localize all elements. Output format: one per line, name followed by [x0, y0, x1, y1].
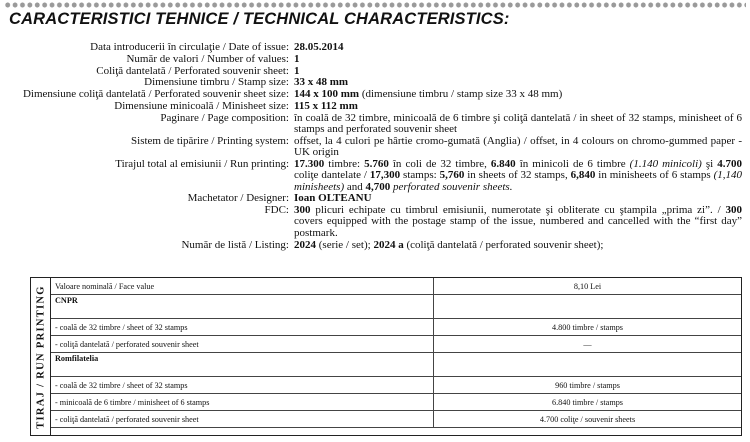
text: timbre: [324, 157, 365, 170]
table-row [51, 353, 741, 377]
spec-value: 144 x 100 mm [294, 88, 360, 101]
spec-issue-date [0, 42, 750, 53]
text: coliţe dantelate / [294, 169, 370, 182]
fdc-count-ro: 300 [294, 204, 311, 217]
table-row [51, 278, 741, 295]
run-souvenir-ro: 4.700 [717, 157, 742, 170]
dotted-divider [4, 1, 746, 9]
spec-value: 1 [294, 52, 300, 65]
run-total-ro: 17.300 [294, 157, 325, 170]
section-cell-empty [434, 353, 742, 377]
spec-label: Număr de valori / Number of values: [126, 52, 289, 65]
specs-list [0, 42, 750, 251]
spec-sheet-size [0, 89, 750, 100]
page-title: CARACTERISTICI TEHNICE / TECHNICAL CHARACTERISTICS: [9, 10, 510, 28]
spec-label: Coliţă dantelată / Perforated souvenir sheet: [96, 64, 289, 77]
spec-label: FDC: [264, 204, 289, 217]
run-minisheets-count-ro: (1.140 minicoli) [629, 157, 702, 170]
listing-set: 2024 [294, 238, 316, 251]
text: stamps: [400, 169, 440, 182]
row-value: 960 timbre / stamps [434, 377, 742, 394]
run-total-en: 17,300 [369, 169, 401, 182]
side-label-column [31, 278, 51, 435]
spec-value [294, 159, 742, 193]
spec-stamp-size [0, 77, 750, 88]
row-value: 4.700 coliţe / souvenir sheets [434, 411, 742, 428]
table-row [51, 295, 741, 319]
spec-value: 28.05.2014 [294, 41, 344, 53]
row-value: — [434, 336, 742, 353]
table-row [51, 394, 741, 411]
text: (coliţă dantelată / perforated souvenir sheet); [403, 238, 604, 251]
run-sheets-ro: 5.760 [364, 157, 389, 170]
spec-value: în coală de 32 timbre, minicoală de 6 timbre şi coliţă dantelată / in sheet of 32 stamps, minisheet of 6 stamps and perforated souvenir sheet [294, 111, 742, 136]
table-row [51, 336, 741, 353]
spec-label: Dimensiune timbru / Stamp size: [144, 76, 289, 89]
spec-fdc [0, 205, 750, 239]
face-value: 8,10 Lei [434, 278, 742, 295]
table-row [51, 411, 741, 428]
side-label: TIRAJ / RUN PRINTING [35, 284, 46, 429]
spec-value: 1 [294, 64, 300, 77]
spec-listing [0, 240, 750, 251]
spec-value [294, 205, 742, 239]
spec-label: Machetator / Designer: [187, 192, 289, 205]
row-value: 6.840 timbre / stamps [434, 394, 742, 411]
spec-value: offset, la 4 culori pe hârtie cromo-gumată (Anglia) / offset, in 4 colours on chromo-gummed paper - UK origin [294, 134, 742, 159]
section-cell [51, 295, 434, 319]
run-souvenir-en: 4,700 [365, 180, 391, 193]
run-minisheets-count-en: (1,140 minisheets) [294, 169, 742, 193]
text: plicuri echipate cu timbrul emisiunii, numerotate şi obliterate cu ştampila „prima zi”. / [310, 204, 721, 217]
spec-value [294, 240, 742, 251]
spec-label: Număr de listă / Listing: [181, 238, 289, 251]
section-title-cnpr: CNPR [55, 296, 78, 305]
text: in minisheets of 6 stamps [595, 169, 714, 182]
text: perforated souvenir sheets. [390, 180, 513, 193]
section-title-romfilatelia: Romfilatelia [55, 354, 99, 363]
run-printing-table-box [30, 277, 742, 436]
spec-label: Paginare / Page composition: [160, 111, 289, 124]
run-minisheets-en: 6,840 [570, 169, 596, 182]
text: în minicoli de 6 timbre [515, 157, 630, 170]
run-printing-table [51, 278, 741, 428]
text: and [344, 180, 366, 193]
section-cell-empty [434, 295, 742, 319]
spec-run-printing [0, 159, 750, 193]
spec-souvenir-sheet [0, 66, 750, 77]
spec-printing-system [0, 136, 750, 159]
spec-value: Ioan OLTEANU [294, 192, 372, 205]
spec-value: 115 x 112 mm [294, 99, 358, 112]
spec-value: 33 x 48 mm [294, 76, 349, 89]
row-value: 4.800 timbre / stamps [434, 319, 742, 336]
fdc-count-en: 300 [725, 204, 742, 217]
spec-label: Tirajul total al emisiunii / Run printing: [115, 157, 289, 170]
spec-note: (dimensiune timbru / stamp size 33 x 48 mm) [359, 88, 563, 101]
row-label: - coliţă dantelată / perforated souvenir sheet [51, 336, 434, 353]
spec-label: Dimensiune minicoală / Minisheet size: [114, 99, 289, 112]
row-label: - coală de 32 timbre / sheet of 32 stamps [51, 319, 434, 336]
row-label: - coliţă dantelată / perforated souvenir sheet [51, 411, 434, 428]
text: covers equipped with the postage stamp of the issue, numbered and cancelled with the “first day” postmark. [294, 215, 742, 239]
listing-sheet: 2024 a [373, 238, 404, 251]
spec-label: Dimensiune coliţă dantelată / Perforated souvenir sheet size: [22, 88, 289, 101]
spec-label: Data introducerii în circulaţie / Date of issue: [90, 41, 289, 53]
text: (serie / set); [316, 238, 374, 251]
spec-minisheet-size [0, 101, 750, 112]
table-row [51, 319, 741, 336]
text: şi [701, 157, 718, 170]
face-value-label: Valoare nominală / Face value [51, 278, 434, 295]
spec-label: Sistem de tipărire / Printing system: [131, 134, 289, 147]
spec-page-composition [0, 113, 750, 136]
section-cell [51, 353, 434, 377]
row-label: - coală de 32 timbre / sheet of 32 stamps [51, 377, 434, 394]
text: în coli de 32 timbre, [388, 157, 491, 170]
run-sheets-en: 5,760 [439, 169, 465, 182]
run-minisheets-ro: 6.840 [490, 157, 516, 170]
text: in sheets of 32 stamps, [464, 169, 571, 182]
row-label: - minicoală de 6 timbre / minisheet of 6 stamps [51, 394, 434, 411]
table-row [51, 377, 741, 394]
spec-num-values [0, 54, 750, 65]
spec-designer [0, 193, 750, 204]
